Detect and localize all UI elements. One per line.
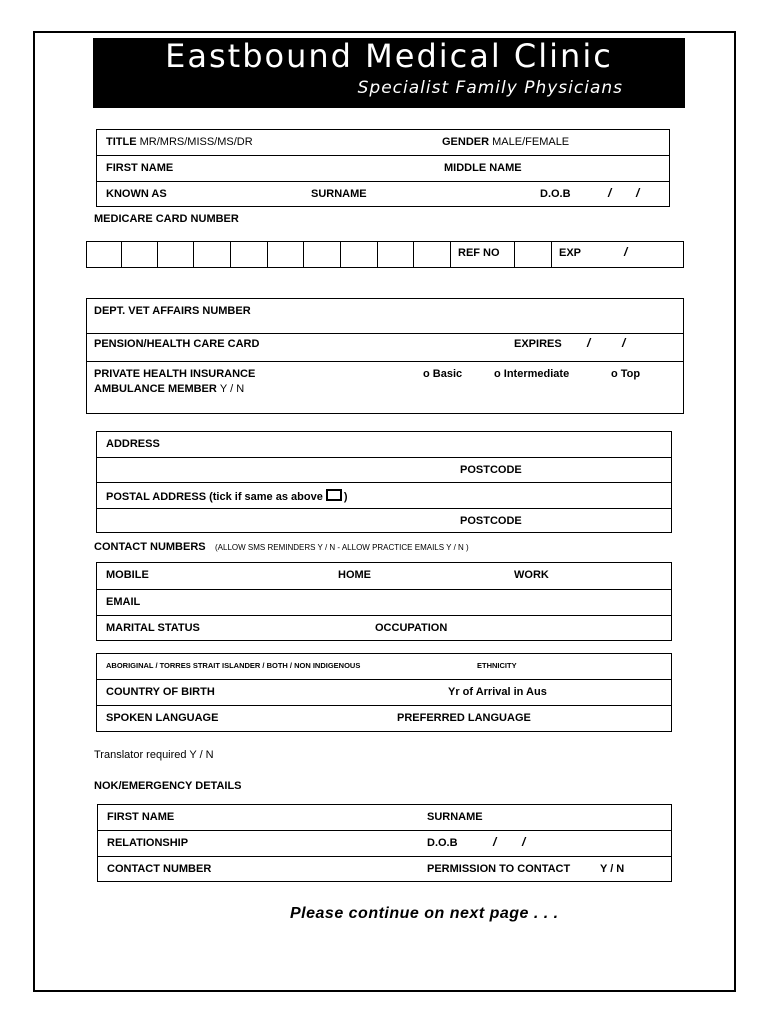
- nok-dob-slash: /: [493, 835, 497, 849]
- dob-slash: /: [608, 186, 612, 200]
- surname-field[interactable]: SURNAME: [311, 188, 367, 200]
- ethnicity-field[interactable]: ETHNICITY: [477, 661, 517, 670]
- row-divider: [96, 705, 672, 706]
- row-divider: [96, 508, 672, 509]
- permission-to-contact-field[interactable]: PERMISSION TO CONTACT: [427, 863, 571, 875]
- address-postcode-field[interactable]: POSTCODE: [460, 464, 522, 476]
- title-field[interactable]: TITLE MR/MRS/MISS/MS/DR: [106, 136, 253, 148]
- medicare-exp-field[interactable]: EXP: [559, 247, 582, 259]
- nok-relationship-field[interactable]: RELATIONSHIP: [107, 837, 189, 849]
- contact-preferences-note: (ALLOW SMS REMINDERS Y / N - ALLOW PRACTICE EMAILS Y / N ): [215, 543, 469, 552]
- insurance-intermediate-option[interactable]: o Intermediate: [494, 368, 570, 380]
- medicare-digit-divider: [121, 241, 122, 268]
- known-as-field[interactable]: KNOWN AS: [106, 188, 167, 200]
- row-divider: [96, 615, 672, 616]
- medicare-digit-divider: [514, 241, 515, 268]
- dob-slash: /: [636, 186, 640, 200]
- nok-contact-number-field[interactable]: CONTACT NUMBER: [107, 863, 212, 875]
- row-divider: [96, 457, 672, 458]
- medicare-digit-divider: [340, 241, 341, 268]
- first-name-field[interactable]: FIRST NAME: [106, 162, 174, 174]
- address-field[interactable]: ADDRESS: [106, 438, 160, 450]
- nok-surname-field[interactable]: SURNAME: [427, 811, 483, 823]
- clinic-tagline: Specialist Family Physicians: [357, 78, 623, 98]
- nok-heading: NOK/EMERGENCY DETAILS: [94, 780, 242, 792]
- mobile-field[interactable]: MOBILE: [106, 569, 149, 581]
- email-field[interactable]: EMAIL: [106, 596, 141, 608]
- insurance-basic-option[interactable]: o Basic: [423, 368, 463, 380]
- medicare-digit-divider: [230, 241, 231, 268]
- medicare-number-boxes[interactable]: [86, 241, 684, 268]
- medicare-digit-divider: [267, 241, 268, 268]
- row-divider: [97, 856, 672, 857]
- postal-postcode-field[interactable]: POSTCODE: [460, 515, 522, 527]
- row-divider: [96, 155, 670, 156]
- medicare-exp-slash: /: [624, 245, 628, 259]
- nok-dob-slash: /: [522, 835, 526, 849]
- medicare-digit-divider: [303, 241, 304, 268]
- nok-first-name-field[interactable]: FIRST NAME: [107, 811, 175, 823]
- ambulance-member-field[interactable]: AMBULANCE MEMBER Y / N: [94, 383, 245, 395]
- contact-numbers-heading: CONTACT NUMBERS: [94, 541, 206, 553]
- year-of-arrival-field[interactable]: Yr of Arrival in Aus: [448, 686, 547, 698]
- preferred-language-field[interactable]: PREFERRED LANGUAGE: [397, 712, 531, 724]
- gender-field[interactable]: GENDER MALE/FEMALE: [442, 136, 570, 148]
- permission-options[interactable]: Y / N: [600, 863, 625, 875]
- medicare-digit-divider: [450, 241, 451, 268]
- expires-slash: /: [587, 336, 591, 350]
- row-divider: [86, 361, 684, 362]
- dob-field[interactable]: D.O.B: [540, 188, 571, 200]
- private-insurance-field[interactable]: PRIVATE HEALTH INSURANCE: [94, 368, 256, 380]
- clinic-banner: [93, 38, 685, 108]
- clinic-name: Eastbound Medical Clinic: [165, 37, 613, 75]
- medicare-digit-divider: [551, 241, 552, 268]
- row-divider: [97, 830, 672, 831]
- middle-name-field[interactable]: MIDDLE NAME: [444, 162, 522, 174]
- row-divider: [96, 482, 672, 483]
- row-divider: [96, 589, 672, 590]
- occupation-field[interactable]: OCCUPATION: [375, 622, 448, 634]
- work-field[interactable]: WORK: [514, 569, 549, 581]
- indigenous-status-field[interactable]: ABORIGINAL / TORRES STRAIT ISLANDER / BOTH / NON INDIGENOUS: [106, 661, 361, 670]
- row-divider: [96, 181, 670, 182]
- medicare-ref-no-field[interactable]: REF NO: [458, 247, 500, 259]
- insurance-top-option[interactable]: o Top: [611, 368, 641, 380]
- country-of-birth-field[interactable]: COUNTRY OF BIRTH: [106, 686, 215, 698]
- nok-dob-field[interactable]: D.O.B: [427, 837, 458, 849]
- pension-expires-field[interactable]: EXPIRES: [514, 338, 562, 350]
- row-divider: [86, 333, 684, 334]
- row-divider: [96, 679, 672, 680]
- medicare-digit-divider: [193, 241, 194, 268]
- same-as-above-checkbox[interactable]: [326, 489, 342, 501]
- medicare-digit-divider: [413, 241, 414, 268]
- pension-card-field[interactable]: PENSION/HEALTH CARE CARD: [94, 338, 260, 350]
- marital-status-field[interactable]: MARITAL STATUS: [106, 622, 200, 634]
- medicare-digit-divider: [157, 241, 158, 268]
- medicare-heading: MEDICARE CARD NUMBER: [94, 213, 239, 225]
- continue-note: Please continue on next page . . .: [290, 905, 559, 922]
- dva-number-field[interactable]: DEPT. VET AFFAIRS NUMBER: [94, 305, 251, 317]
- translator-required-field[interactable]: Translator required Y / N: [94, 749, 214, 761]
- home-field[interactable]: HOME: [338, 569, 371, 581]
- postal-address-field[interactable]: POSTAL ADDRESS (tick if same as above ): [106, 491, 348, 503]
- medicare-digit-divider: [377, 241, 378, 268]
- spoken-language-field[interactable]: SPOKEN LANGUAGE: [106, 712, 219, 724]
- expires-slash: /: [622, 336, 626, 350]
